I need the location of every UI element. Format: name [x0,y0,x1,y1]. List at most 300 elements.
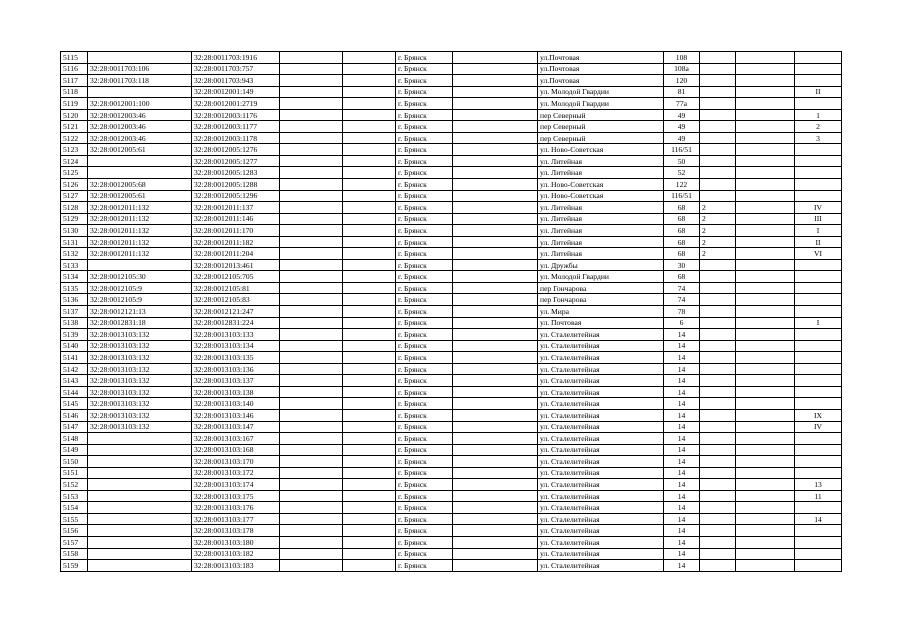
room-number [795,560,842,572]
table-row [61,109,842,121]
cadastral-number: 32:28:0013103:132 [88,421,192,433]
table-row [61,329,842,341]
object-number: 32:28:0013103:177 [192,513,280,525]
room-number [795,340,842,352]
city: г. Брянск [396,363,453,375]
empty-cell [343,225,396,237]
city: г. Брянск [396,98,453,110]
city: г. Брянск [396,294,453,306]
cadastral-number: 32:28:0013103:132 [88,340,192,352]
table-row [61,63,842,75]
empty-cell [453,167,538,179]
empty-cell [343,98,396,110]
room-number [795,98,842,110]
row-number: 5148 [61,433,88,445]
empty-cell [343,190,396,202]
room-number: 2 [795,121,842,133]
building-number [700,306,736,318]
empty-cell [280,98,343,110]
building-number [700,98,736,110]
empty-cell [343,144,396,156]
row-number: 5150 [61,456,88,468]
cadastral-number [88,444,192,456]
row-number: 5124 [61,155,88,167]
row-number: 5119 [61,98,88,110]
empty-cell [343,86,396,98]
room-number [795,282,842,294]
row-number: 5156 [61,525,88,537]
object-number: 32:28:0012011:146 [192,213,280,225]
room-number [795,548,842,560]
room-number [795,363,842,375]
building-number [700,121,736,133]
table-row [61,121,842,133]
empty-cell [280,109,343,121]
city: г. Брянск [396,155,453,167]
empty-cell [736,202,795,214]
empty-cell [453,317,538,329]
street: ул. Сталелитейная [538,456,664,468]
object-number: 32:28:0012005:1288 [192,179,280,191]
table-row [61,190,842,202]
building-number [700,536,736,548]
empty-cell [280,421,343,433]
object-number: 32:28:0012105:81 [192,282,280,294]
room-number [795,398,842,410]
table-row [61,340,842,352]
city: г. Брянск [396,560,453,572]
empty-cell [280,536,343,548]
empty-cell [280,548,343,560]
table-row [61,144,842,156]
row-number: 5129 [61,213,88,225]
cadastral-number: 32:28:0011703:118 [88,75,192,87]
empty-cell [453,213,538,225]
table-row [61,52,842,64]
object-number: 32:28:0013103:175 [192,490,280,502]
empty-cell [280,144,343,156]
table-row [61,502,842,514]
empty-cell [280,363,343,375]
room-number [795,294,842,306]
object-number: 32:28:0012003:1178 [192,132,280,144]
street: пер Гончарова [538,282,664,294]
object-number: 32:28:0013103:147 [192,421,280,433]
object-number: 32:28:0013103:146 [192,409,280,421]
city: г. Брянск [396,421,453,433]
empty-cell [343,155,396,167]
empty-cell [280,294,343,306]
empty-cell [343,294,396,306]
city: г. Брянск [396,144,453,156]
room-number [795,75,842,87]
building-number [700,179,736,191]
empty-cell [453,375,538,387]
empty-cell [280,329,343,341]
empty-cell [453,329,538,341]
house-number: 30 [664,259,700,271]
cadastral-number [88,479,192,491]
city: г. Брянск [396,409,453,421]
street: ул. Сталелитейная [538,502,664,514]
city: г. Брянск [396,306,453,318]
street: ул.Почтовая [538,75,664,87]
table-row [61,86,842,98]
street: пер Гончарова [538,294,664,306]
house-number: 14 [664,513,700,525]
building-number: 2 [700,213,736,225]
row-number: 5155 [61,513,88,525]
room-number: II [795,236,842,248]
empty-cell [453,352,538,364]
empty-cell [280,132,343,144]
row-number: 5157 [61,536,88,548]
empty-cell [343,525,396,537]
cadastral-number [88,155,192,167]
street: ул. Литейная [538,167,664,179]
object-number: 32:28:0012011:182 [192,236,280,248]
building-number [700,467,736,479]
table-row [61,306,842,318]
empty-cell [343,444,396,456]
empty-cell [736,294,795,306]
empty-cell [343,317,396,329]
row-number: 5131 [61,236,88,248]
house-number: 116/51 [664,144,700,156]
house-number: 14 [664,444,700,456]
building-number [700,525,736,537]
empty-cell [280,560,343,572]
empty-cell [736,398,795,410]
room-number [795,167,842,179]
table-row [61,398,842,410]
city: г. Брянск [396,490,453,502]
empty-cell [453,363,538,375]
building-number [700,560,736,572]
building-number [700,490,736,502]
street: ул. Сталелитейная [538,433,664,445]
cadastral-number: 32:28:0012005:61 [88,190,192,202]
empty-cell [280,433,343,445]
table-row [61,202,842,214]
empty-cell [280,525,343,537]
house-number: 14 [664,456,700,468]
empty-cell [453,225,538,237]
table-row [61,352,842,364]
table-row [61,236,842,248]
house-number: 68 [664,213,700,225]
table-row [61,167,842,179]
city: г. Брянск [396,433,453,445]
street: ул. Сталелитейная [538,479,664,491]
object-number: 32:28:0013103:138 [192,386,280,398]
empty-cell [280,236,343,248]
street: ул. Сталелитейная [538,548,664,560]
city: г. Брянск [396,75,453,87]
table-row [61,375,842,387]
house-number: 14 [664,421,700,433]
empty-cell [343,363,396,375]
city: г. Брянск [396,52,453,64]
cadastral-number: 32:28:0012003:46 [88,109,192,121]
house-number: 14 [664,548,700,560]
building-number [700,132,736,144]
street: ул. Сталелитейная [538,536,664,548]
empty-cell [453,409,538,421]
table-row [61,467,842,479]
city: г. Брянск [396,167,453,179]
cadastral-number [88,560,192,572]
table-row [61,294,842,306]
house-number: 68 [664,271,700,283]
table-row [61,456,842,468]
empty-cell [453,294,538,306]
object-number: 32:28:0013103:167 [192,433,280,445]
city: г. Брянск [396,329,453,341]
street: пер Северный [538,121,664,133]
building-number [700,479,736,491]
city: г. Брянск [396,202,453,214]
empty-cell [453,421,538,433]
empty-cell [453,52,538,64]
building-number [700,363,736,375]
object-number: 32:28:0012001:2719 [192,98,280,110]
empty-cell [736,329,795,341]
building-number [700,502,736,514]
empty-cell [343,52,396,64]
cadastral-number: 32:28:0013103:132 [88,375,192,387]
object-number: 32:28:0012831:224 [192,317,280,329]
street: пер Северный [538,109,664,121]
city: г. Брянск [396,456,453,468]
cadastral-number: 32:28:0012003:46 [88,121,192,133]
cadastral-number: 32:28:0013103:132 [88,386,192,398]
room-number [795,329,842,341]
room-number [795,352,842,364]
table-row [61,225,842,237]
empty-cell [280,225,343,237]
empty-cell [736,213,795,225]
row-number: 5142 [61,363,88,375]
empty-cell [343,479,396,491]
object-number: 32:28:0012121:247 [192,306,280,318]
street: ул. Мира [538,306,664,318]
empty-cell [453,525,538,537]
street: ул.Почтовая [538,63,664,75]
row-number: 5152 [61,479,88,491]
building-number [700,317,736,329]
empty-cell [343,375,396,387]
cadastral-number: 32:28:0012105:9 [88,282,192,294]
empty-cell [453,63,538,75]
empty-cell [736,52,795,64]
cadastral-number: 32:28:0013103:132 [88,409,192,421]
object-number: 32:28:0013103:182 [192,548,280,560]
house-number: 14 [664,525,700,537]
object-number: 32:28:0013103:170 [192,456,280,468]
row-number: 5120 [61,109,88,121]
empty-cell [736,363,795,375]
street: ул. Почтовая [538,317,664,329]
room-number: II [795,86,842,98]
empty-cell [280,479,343,491]
room-number [795,271,842,283]
empty-cell [343,513,396,525]
empty-cell [343,132,396,144]
empty-cell [736,63,795,75]
house-number: 68 [664,248,700,260]
registry-rows [61,52,842,572]
empty-cell [736,225,795,237]
empty-cell [736,248,795,260]
building-number [700,294,736,306]
cadastral-number [88,259,192,271]
room-number [795,433,842,445]
object-number: 32:28:0012005:1283 [192,167,280,179]
building-number [700,63,736,75]
building-number [700,456,736,468]
empty-cell [343,536,396,548]
row-number: 5158 [61,548,88,560]
empty-cell [343,282,396,294]
object-number: 32:28:0013103:135 [192,352,280,364]
empty-cell [736,86,795,98]
empty-cell [280,202,343,214]
row-number: 5144 [61,386,88,398]
empty-cell [736,155,795,167]
empty-cell [343,352,396,364]
empty-cell [280,190,343,202]
empty-cell [453,190,538,202]
empty-cell [280,375,343,387]
row-number: 5159 [61,560,88,572]
street: ул. Сталелитейная [538,352,664,364]
empty-cell [343,213,396,225]
row-number: 5132 [61,248,88,260]
empty-cell [736,375,795,387]
street: ул. Сталелитейная [538,340,664,352]
building-number [700,259,736,271]
object-number: 32:28:0013103:137 [192,375,280,387]
empty-cell [280,502,343,514]
room-number [795,306,842,318]
row-number: 5134 [61,271,88,283]
empty-cell [343,63,396,75]
city: г. Брянск [396,386,453,398]
object-number: 32:28:0012003:1177 [192,121,280,133]
city: г. Брянск [396,398,453,410]
house-number: 68 [664,236,700,248]
registry-sheet [60,51,841,572]
city: г. Брянск [396,190,453,202]
house-number: 77а [664,98,700,110]
street: ул. Сталелитейная [538,329,664,341]
city: г. Брянск [396,132,453,144]
row-number: 5118 [61,86,88,98]
empty-cell [280,248,343,260]
room-number [795,63,842,75]
empty-cell [343,548,396,560]
table-row [61,179,842,191]
street: ул. Литейная [538,202,664,214]
object-number: 32:28:0013103:172 [192,467,280,479]
street: ул. Литейная [538,213,664,225]
empty-cell [453,98,538,110]
street: ул. Молодой Гвардии [538,271,664,283]
empty-cell [343,236,396,248]
table-row [61,317,842,329]
street: ул. Сталелитейная [538,398,664,410]
street: ул. Молодой Гвардии [538,86,664,98]
row-number: 5136 [61,294,88,306]
empty-cell [453,155,538,167]
room-number: IX [795,409,842,421]
house-number: 74 [664,282,700,294]
house-number: 14 [664,560,700,572]
table-row [61,132,842,144]
empty-cell [280,467,343,479]
building-number [700,433,736,445]
table-row [61,213,842,225]
building-number [700,52,736,64]
city: г. Брянск [396,225,453,237]
empty-cell [736,121,795,133]
empty-cell [280,386,343,398]
empty-cell [736,502,795,514]
empty-cell [736,352,795,364]
empty-cell [343,75,396,87]
table-row [61,560,842,572]
house-number: 14 [664,363,700,375]
street: ул. Сталелитейная [538,421,664,433]
row-number: 5128 [61,202,88,214]
object-number: 32:28:0012005:1296 [192,190,280,202]
empty-cell [280,317,343,329]
city: г. Брянск [396,86,453,98]
object-number: 32:28:0013103:178 [192,525,280,537]
empty-cell [343,329,396,341]
empty-cell [280,155,343,167]
house-number: 68 [664,202,700,214]
object-number: 32:28:0013103:134 [192,340,280,352]
row-number: 5126 [61,179,88,191]
street: ул. Дружбы [538,259,664,271]
empty-cell [736,132,795,144]
house-number: 122 [664,179,700,191]
row-number: 5147 [61,421,88,433]
empty-cell [453,560,538,572]
building-number: 2 [700,202,736,214]
row-number: 5123 [61,144,88,156]
room-number [795,52,842,64]
city: г. Брянск [396,479,453,491]
row-number: 5145 [61,398,88,410]
empty-cell [453,236,538,248]
house-number: 14 [664,502,700,514]
empty-cell [280,444,343,456]
row-number: 5125 [61,167,88,179]
row-number: 5133 [61,259,88,271]
house-number: 68 [664,225,700,237]
empty-cell [453,502,538,514]
cadastral-number [88,433,192,445]
city: г. Брянск [396,375,453,387]
row-number: 5122 [61,132,88,144]
street: ул. Ново-Советская [538,190,664,202]
empty-cell [453,386,538,398]
empty-cell [343,167,396,179]
empty-cell [280,86,343,98]
